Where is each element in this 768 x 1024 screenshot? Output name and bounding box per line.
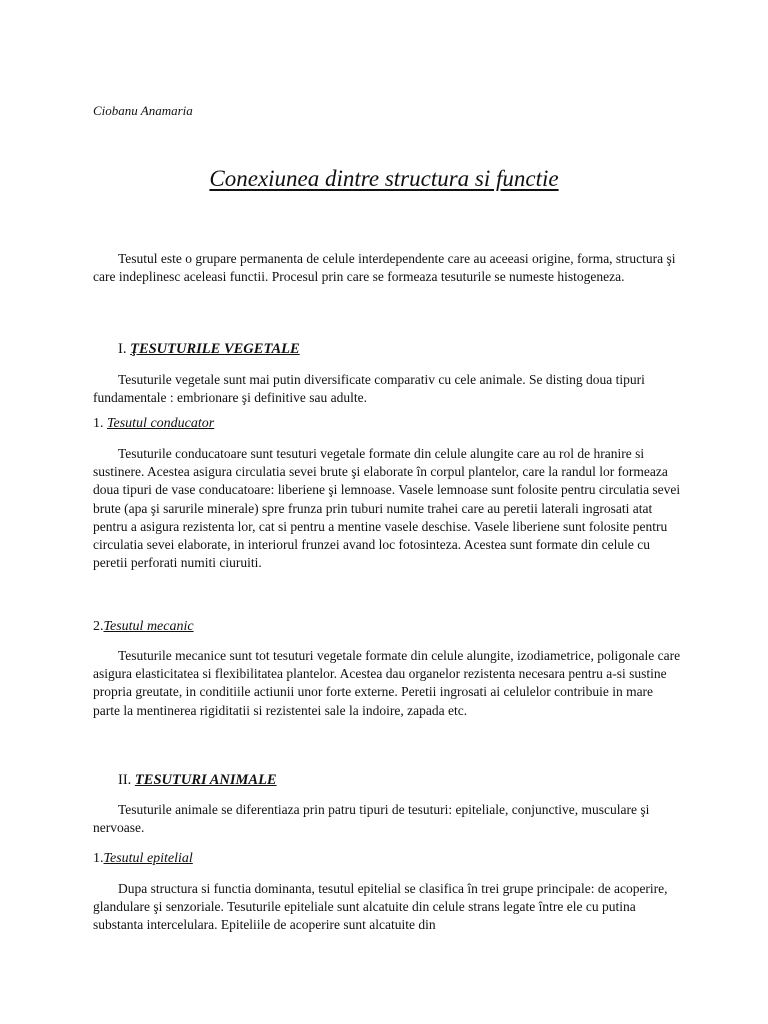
- subsection-heading-mechanical-tissue: [93, 619, 194, 635]
- subsection-number: 2.: [93, 619, 104, 634]
- author-name: Ciobanu Anamaria: [93, 103, 193, 118]
- section-number: I.: [118, 341, 127, 357]
- section-heading-text: TESUTURI ANIMALE: [134, 772, 277, 788]
- document-title: Conexiunea dintre structura si functie: [209, 166, 559, 191]
- subsection-heading-text: Tesutul mecanic: [103, 619, 194, 634]
- subsection-heading-text: Tesutul epitelial: [103, 851, 193, 866]
- section-paragraph: Tesuturile vegetale sunt mai putin diversificate comparativ cu cele animale. Se disting doua tipuri fundamentale : embrionare şi definitive sau adulte.: [93, 372, 645, 406]
- intro-paragraph: Tesutul este o grupare permanenta de celule interdependente care au aceeasi origine, forma, structura şi care indeplinesc aceleasi functii. Procesul prin care se formeaza tesuturile se numeste histogeneza.: [93, 251, 676, 285]
- section-heading-animal-tissues: [118, 772, 277, 789]
- section-paragraph: Tesuturile animale se diferentiaza prin patru tipuri de tesuturi: epiteliale, conjunctive, musculare şi nervoase.: [93, 802, 650, 836]
- subsection-number: 1.: [93, 851, 104, 866]
- subsection-heading-epithelial-tissue: [93, 851, 193, 867]
- subsection-paragraph: Tesuturile mecanice sunt tot tesuturi vegetale formate din celule alungite, izodiametrice, poligonale care asigura elasticitatea si flexibilitatea plantelor. Acestea dau organelor rezistenta necesara pentru a-si sustine propria greutate, in conditiile actiunii unor forte externe. Peretii ingrosati ai celulelor contribuie in mare parte la mentinerea rigiditatii si rezistentei sale la indoire, zapada etc.: [93, 648, 681, 718]
- section-number: II.: [118, 772, 132, 788]
- section-heading-plant-tissues: [118, 341, 300, 358]
- subsection-heading-conducting-tissue: [93, 416, 214, 432]
- subsection-number: 1.: [93, 416, 104, 431]
- subsection-paragraph: Tesuturile conducatoare sunt tesuturi vegetale formate din celule alungite care au rol de hranire si sustinere. Acestea asigura circulatia sevei brute şi elaborate în corpul plantelor, care la randul lor formeaza doua tipuri de vase conducatoare: liberiene şi lemnoase. Vasele lemnoase sunt folosite pentru circulatia sevei brute (apa şi sarurile minerale) spre frunza prin tuburi numite trahei care au peretii laterali ingrosati atat pentru a asigura rezistenta lor, cat si pentru a mentine vasele deschise. Vasele liberiene sunt folosite pentru circulatia sevei elaborate, in interiorul frunzei avand loc fotosinteza. Acestea sunt formate din celule cu peretii perforati numiti ciuruiti.: [93, 446, 681, 571]
- subsection-paragraph: Dupa structura si functia dominanta, tesutul epitelial se clasifica în trei grupe principale: de acoperire, glandulare şi senzoriale. Tesuturile epiteliale sunt alcatuite din celule strans legate între ele cu putina substanta intercelulara. Epiteliile de acoperire sunt alcatuite din: [93, 881, 668, 933]
- subsection-heading-text: Tesutul conducator: [107, 416, 215, 431]
- section-heading-text: ŢESUTURILE VEGETALE: [130, 341, 300, 357]
